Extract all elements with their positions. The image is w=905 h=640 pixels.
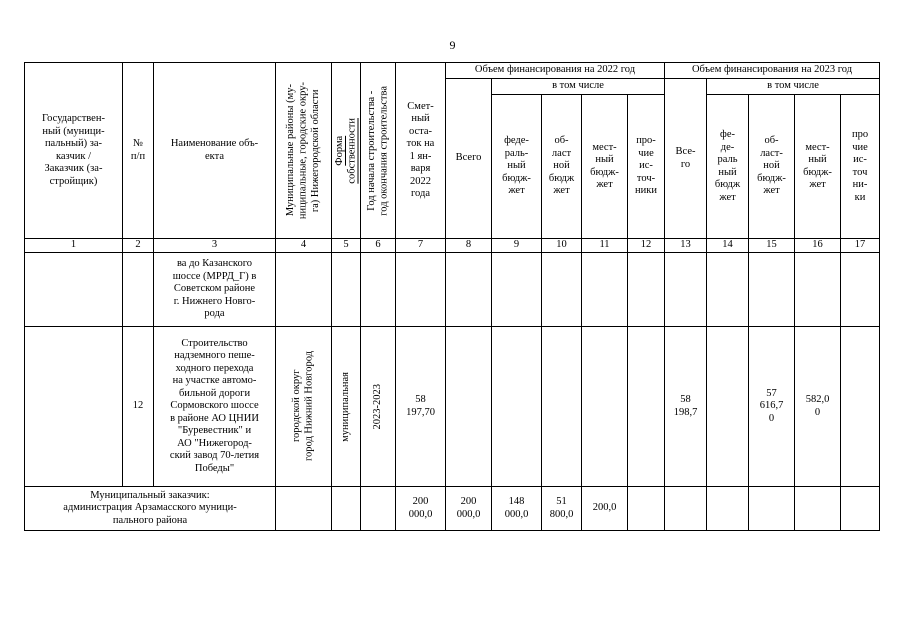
- col-num-7: 7: [396, 239, 446, 253]
- header-including-2023: в том числе: [707, 79, 880, 95]
- cell: [707, 487, 749, 531]
- row12-num: 12: [123, 327, 154, 487]
- col-num-9: 9: [492, 239, 542, 253]
- cell: [749, 487, 795, 531]
- row12-district: городской округ город Нижний Новгород: [276, 327, 332, 487]
- cell: [396, 253, 446, 327]
- header-years: Год начала строительства - год окончания строительства: [361, 63, 396, 239]
- table-row-12: [25, 327, 880, 487]
- col-num-5: 5: [332, 239, 361, 253]
- cell: [542, 327, 582, 487]
- cell: [123, 253, 154, 327]
- header-other-2022: про- чие ис- точ- ники: [628, 95, 665, 239]
- header-federal-2022: феде- раль- ный бюдж- жет: [492, 95, 542, 239]
- table-row-summary: [25, 487, 880, 531]
- row12-ownership: муниципальная: [332, 327, 361, 487]
- header-customer: Государствен- ный (муници- пальный) за- казчик / Заказчик (за- стройщик): [25, 63, 123, 239]
- header-including-2022: в том числе: [492, 79, 665, 95]
- cell: [361, 253, 396, 327]
- table-row-continuation: [25, 253, 880, 327]
- cell: [795, 253, 841, 327]
- cell: [492, 327, 542, 487]
- header-districts: Муниципальные районы (му- ниципальные, городские окру- га) Нижегородской области: [276, 63, 332, 239]
- header-fin-2023: Объем финансирования на 2023 год: [665, 63, 880, 79]
- header-estimate: Смет- ный оста- ток на 1 ян- варя 2022 года: [396, 63, 446, 239]
- header-regional-2023: об- ласт- ной бюдж- жет: [749, 95, 795, 239]
- col-num-10: 10: [542, 239, 582, 253]
- cell: [665, 487, 707, 531]
- col-num-16: 16: [795, 239, 841, 253]
- column-number-row: [25, 239, 880, 253]
- col-num-14: 14: [707, 239, 749, 253]
- cell: [841, 487, 880, 531]
- cell: [446, 253, 492, 327]
- continuation-object-name: ва до Казанского шоссе (МРРД_Г) в Советском районе г. Нижнего Новго- рода: [154, 253, 276, 327]
- cell: [542, 253, 582, 327]
- summary-total-2022: 200 000,0: [446, 487, 492, 531]
- cell: [841, 253, 880, 327]
- cell: [665, 253, 707, 327]
- summary-federal-2022: 148 000,0: [492, 487, 542, 531]
- cell: [332, 253, 361, 327]
- summary-regional-2022: 51 800,0: [542, 487, 582, 531]
- header-federal-2023: фе- де- раль ный бюдж жет: [707, 95, 749, 239]
- header-fin-2022: Объем финансирования на 2022 год: [446, 63, 665, 79]
- cell: [628, 253, 665, 327]
- cell: [707, 327, 749, 487]
- summary-local-2022: 200,0: [582, 487, 628, 531]
- header-num: № п/п: [123, 63, 154, 239]
- row12-object-name: Строительство надземного пеше- ходного перехода на участке автомо- бильной дороги Сормовского шоссе в районе АО ЦНИИ "Буревестник" и АО "Нижегород- ский завод 70-летия Победы": [154, 327, 276, 487]
- header-local-2023: мест- ный бюдж- жет: [795, 95, 841, 239]
- col-num-17: 17: [841, 239, 880, 253]
- header-ownership: Форма собственности: [332, 63, 361, 239]
- cell: [25, 253, 123, 327]
- cell: [707, 253, 749, 327]
- cell: [795, 487, 841, 531]
- col-num-4: 4: [276, 239, 332, 253]
- cell: [628, 487, 665, 531]
- col-num-6: 6: [361, 239, 396, 253]
- col-num-13: 13: [665, 239, 707, 253]
- row12-estimate: 58 197,70: [396, 327, 446, 487]
- summary-label: Муниципальный заказчик: администрация Арзамасского муници- пального района: [25, 487, 276, 531]
- row12-years: 2023-2023: [361, 327, 396, 487]
- header-local-2022: мест- ный бюдж- жет: [582, 95, 628, 239]
- header-other-2023: про чие ис- точ ни- ки: [841, 95, 880, 239]
- row12-regional-2023: 57 616,7 0: [749, 327, 795, 487]
- row12-local-2023: 582,0 0: [795, 327, 841, 487]
- header-total-2023: Все- го: [665, 79, 707, 239]
- col-num-2: 2: [123, 239, 154, 253]
- cell: [492, 253, 542, 327]
- cell: [25, 327, 123, 487]
- header-object-name: Наименование объ- екта: [154, 63, 276, 239]
- cell: [332, 487, 361, 531]
- row12-total-2023: 58 198,7: [665, 327, 707, 487]
- cell: [749, 253, 795, 327]
- header-regional-2022: об- ласт ной бюдж жет: [542, 95, 582, 239]
- cell: [276, 487, 332, 531]
- cell: [582, 327, 628, 487]
- cell: [446, 327, 492, 487]
- col-num-8: 8: [446, 239, 492, 253]
- col-num-12: 12: [628, 239, 665, 253]
- cell: [841, 327, 880, 487]
- col-num-3: 3: [154, 239, 276, 253]
- col-num-1: 1: [25, 239, 123, 253]
- cell: [628, 327, 665, 487]
- cell: [276, 253, 332, 327]
- financing-table: [24, 62, 880, 531]
- col-num-15: 15: [749, 239, 795, 253]
- cell: [582, 253, 628, 327]
- header-total-2022: Всего: [446, 79, 492, 239]
- page-number: 9: [449, 38, 456, 52]
- cell: [361, 487, 396, 531]
- summary-estimate: 200 000,0: [396, 487, 446, 531]
- col-num-11: 11: [582, 239, 628, 253]
- header-row-1: [25, 63, 880, 79]
